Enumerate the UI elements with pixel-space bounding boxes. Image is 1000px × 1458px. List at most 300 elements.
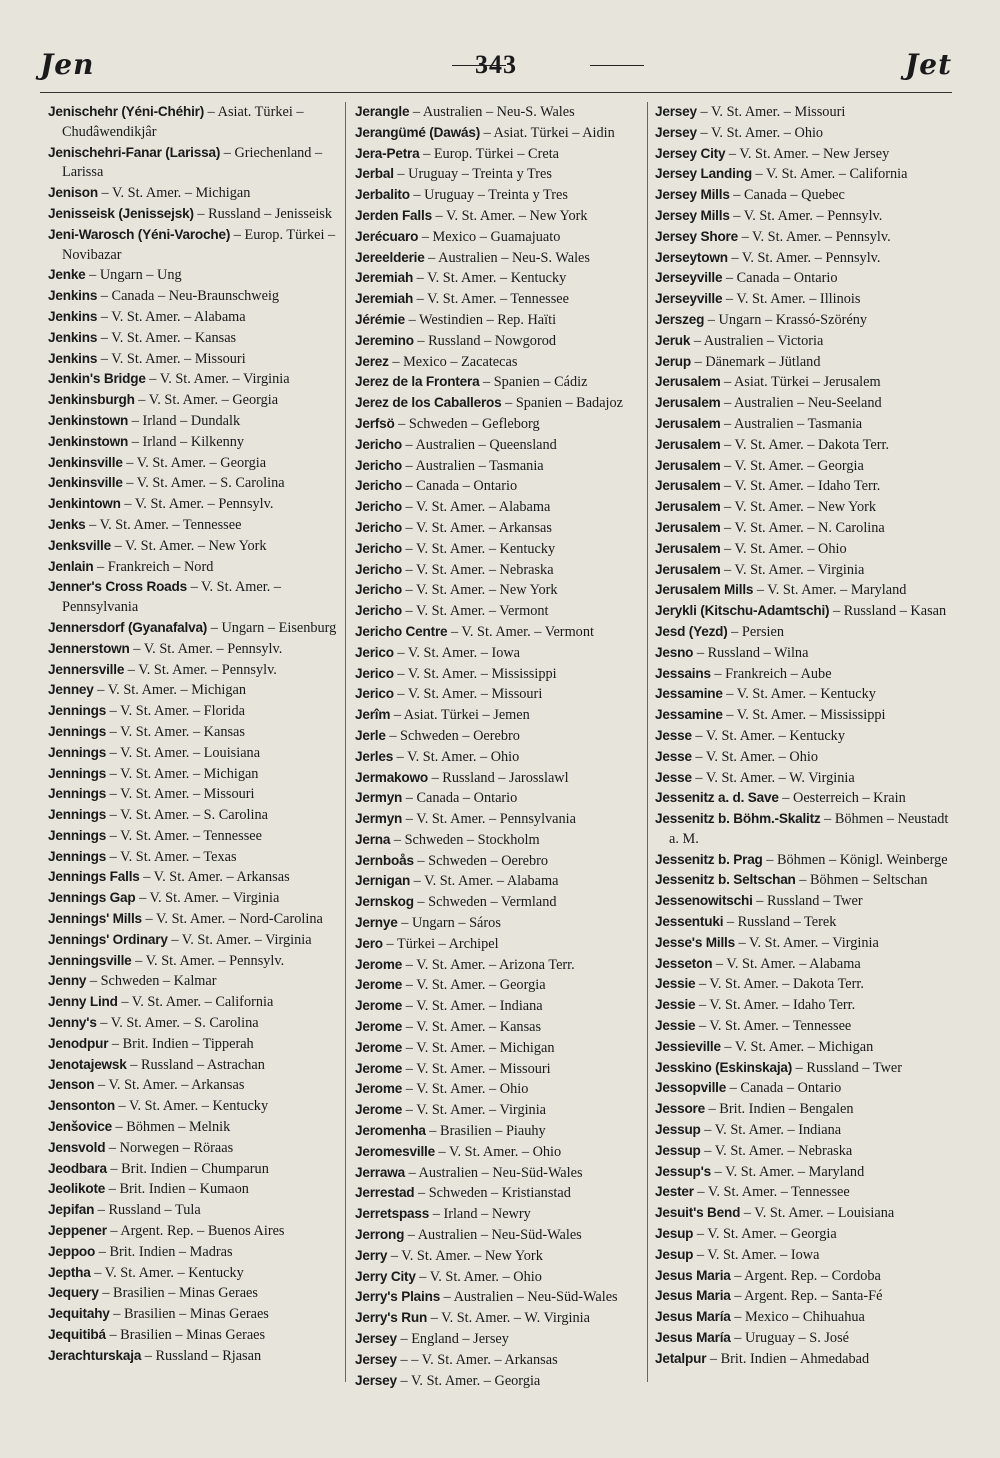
gazetteer-entry <box>355 955 651 976</box>
entry-location: – V. St. Amer. – Michigan <box>93 682 247 699</box>
entry-location: – Spanien – Badajoz <box>501 395 624 412</box>
entry-headword: Jesus Maria <box>655 1288 731 1304</box>
entry-headword: Jessenitz b. Böhm.-Skalitz <box>655 811 821 827</box>
entry-location: – V. St. Amer. – Missouri <box>402 1060 551 1077</box>
gazetteer-entry <box>655 664 951 685</box>
gazetteer-entry <box>48 805 344 826</box>
entry-headword: Jenlain <box>48 558 94 574</box>
entry-location: – V. St. Amer. – Missouri <box>393 686 543 703</box>
entry-headword: Jequitahy <box>48 1306 110 1322</box>
entry-headword: Jeni-Warosch (Yéni-Varoche) <box>48 226 231 242</box>
entry-headword: Jenks <box>48 516 86 532</box>
entry-headword: Jessieville <box>655 1038 721 1054</box>
gazetteer-entry <box>655 580 951 601</box>
gazetteer-entry <box>355 435 651 456</box>
gazetteer-entry <box>48 473 344 494</box>
entry-location: – V. St. Amer. – Missouri <box>97 350 246 367</box>
entry-headword: Jennings' Mills <box>48 911 142 927</box>
entry-headword: Jenner's Cross Roads <box>48 579 187 595</box>
entry-headword: Jenson <box>48 1077 95 1093</box>
entry-location: – Canada – Neu-Braunschweig <box>97 288 280 305</box>
entry-headword: Jesno <box>655 644 694 660</box>
gazetteer-entry <box>48 1159 344 1180</box>
entry-location: – Ungarn – Ung <box>85 267 182 284</box>
entry-headword: Jessup's <box>655 1163 712 1179</box>
entry-location: – Ungarn – Eisenburg <box>207 619 337 636</box>
entry-headword: Jernye <box>355 915 398 931</box>
entry-headword: Jericho <box>355 499 402 515</box>
entry-headword: Jerangle <box>355 104 410 119</box>
gazetteer-entry <box>355 560 651 581</box>
entry-headword: Jerfsö <box>355 415 395 431</box>
gazetteer-entry <box>48 909 344 930</box>
entry-headword: Jerez <box>355 353 389 369</box>
entry-location: – Mexico – Zacatecas <box>388 353 518 370</box>
entry-location: – V. St. Amer. – Arizona Terr. <box>402 956 575 973</box>
gazetteer-entry <box>355 1183 651 1204</box>
gazetteer-entry <box>48 557 344 578</box>
gazetteer-entry <box>48 1283 344 1304</box>
entry-headword: Jennersville <box>48 661 125 677</box>
entry-location: – Australien – Neu-Süd-Wales <box>404 1227 582 1244</box>
entry-headword: Jenny Lind <box>48 994 118 1010</box>
entry-headword: Jersey <box>655 124 697 140</box>
entry-location: – Australien – Queensland <box>401 436 557 453</box>
entry-location: – V. St. Amer. – Maryland <box>753 582 907 599</box>
entry-headword: Jenotajewsk <box>48 1056 127 1072</box>
entry-headword: Jenkinstown <box>48 412 129 428</box>
entry-headword: Jenodpur <box>48 1035 109 1051</box>
gazetteer-entry <box>355 1308 651 1329</box>
entry-headword: Jenkins <box>48 350 98 366</box>
gazetteer-entry <box>48 265 344 286</box>
gazetteer-entry <box>655 1266 951 1287</box>
entry-location: – Brit. Indien – Ahmedabad <box>706 1350 870 1367</box>
entry-headword: Jennings <box>48 765 107 781</box>
entry-headword: Jessentuki <box>655 914 724 930</box>
entry-headword: Jerbal <box>355 166 394 182</box>
entry-headword: Jenkinsville <box>48 454 123 470</box>
entry-location: – Australien – Tasmania <box>401 457 544 474</box>
entry-location: – Uruguay – Treinta y Tres <box>409 187 568 204</box>
gazetteer-entry <box>655 206 951 227</box>
gazetteer-entry <box>355 788 651 809</box>
entry-headword: Jennings Falls <box>48 869 140 885</box>
entry-location: – V. St. Amer. – Pennsylv. <box>120 496 274 513</box>
column-1 <box>48 102 344 1367</box>
entry-location: – Oesterreich – Krain <box>778 790 906 807</box>
entry-location: – V. St. Amer. – Pennsylv. <box>738 228 891 245</box>
entry-location: – Asiat. Türkei – Jemen <box>390 707 530 724</box>
entry-headword: Jennings <box>48 807 107 823</box>
gazetteer-entry <box>355 185 651 206</box>
entry-headword: Jesskino (Eskinskaja) <box>655 1059 793 1075</box>
gazetteer-entry <box>48 536 344 557</box>
gazetteer-entry <box>48 1200 344 1221</box>
entry-location: – V. St. Amer. – Iowa <box>393 644 521 661</box>
entry-headword: Jerico <box>355 665 394 681</box>
entry-headword: Jesd (Yezd) <box>655 623 728 639</box>
entry-headword: Jesseton <box>655 955 713 971</box>
gazetteer-entry <box>355 1225 651 1246</box>
entry-location: – Mexico – Guamajuato <box>418 228 561 245</box>
entry-headword: Jerico <box>355 686 394 702</box>
entry-headword: Jersey <box>355 1372 397 1388</box>
entry-location: – V. St. Amer. – Kentucky <box>413 270 567 287</box>
gazetteer-entry <box>48 1346 344 1367</box>
entry-headword: Jericho <box>355 540 402 556</box>
entry-location: – Böhmen – Seltschan <box>795 872 928 889</box>
entry-headword: Jernboås <box>355 852 414 868</box>
gazetteer-entry <box>655 518 951 539</box>
entry-location: – V. St. Amer. – Texas <box>106 848 237 865</box>
gazetteer-entry <box>355 684 651 705</box>
gazetteer-entry <box>655 912 951 933</box>
entry-location: – Australien – Tasmania <box>720 415 863 432</box>
entry-location: – Brit. Indien – Kumaon <box>105 1181 249 1198</box>
entry-headword: Jericho <box>355 561 402 577</box>
entry-headword: Jennersdorf (Gyanafalva) <box>48 619 208 635</box>
gazetteer-entry <box>655 497 951 518</box>
entry-headword: Jenkins <box>48 329 98 345</box>
entry-headword: Jérémie <box>355 311 405 327</box>
gazetteer-entry <box>355 768 651 789</box>
entry-headword: Jereelderie <box>355 249 425 265</box>
entry-headword: Jersey City <box>655 145 726 161</box>
gazetteer-entry <box>355 1017 651 1038</box>
entry-headword: Jero <box>355 935 383 951</box>
gazetteer-entry <box>655 1182 951 1203</box>
entry-location: – Brit. Indien – Bengalen <box>705 1101 854 1118</box>
gazetteer-entry <box>655 768 951 789</box>
entry-headword: Jerome <box>355 1102 403 1118</box>
entry-location: – V. St. Amer. – S. Carolina <box>96 1015 259 1032</box>
gazetteer-entry <box>355 1329 651 1350</box>
entry-headword: Jessenowitschi <box>655 893 753 909</box>
entry-headword: Jermakowo <box>355 769 428 785</box>
entry-location: – V. St. Amer. – Michigan <box>402 1039 555 1056</box>
entry-location: – Canada – Quebec <box>729 187 845 204</box>
gazetteer-entry <box>48 411 344 432</box>
entry-location: – V. St. Amer. – Vermont <box>401 603 549 620</box>
entry-location: – V. St. Amer. – Ohio <box>720 540 847 557</box>
entry-headword: Jeremino <box>355 332 414 348</box>
entry-headword: Jericho <box>355 519 402 535</box>
entry-headword: Jerles <box>355 748 394 764</box>
entry-location: – Russland – Astrachan <box>126 1056 265 1073</box>
gazetteer-entry <box>355 1163 651 1184</box>
gazetteer-entry <box>355 144 651 165</box>
entry-headword: Jerusalem <box>655 561 721 577</box>
entry-location: – Schweden – Kalmar <box>86 973 217 990</box>
gazetteer-entry <box>655 850 951 871</box>
header-rule <box>40 92 952 93</box>
entry-location: – V. St. Amer. – Arkansas <box>139 869 290 886</box>
entry-headword: Jerseyville <box>655 291 723 307</box>
entry-location: – Canada – Ontario <box>722 270 838 287</box>
gazetteer-entry <box>355 1059 651 1080</box>
entry-location: – Schweden – Gefleborg <box>394 415 540 432</box>
entry-location: – V. St. Amer. – W. Virginia <box>691 769 855 786</box>
gazetteer-entry <box>355 622 651 643</box>
gazetteer-entry <box>355 913 651 934</box>
gazetteer-entry <box>655 164 951 185</box>
gazetteer-entry <box>355 664 651 685</box>
entry-location: – V. St. Amer. – Ohio <box>402 1081 529 1098</box>
entry-headword: Jepifan <box>48 1202 95 1218</box>
gazetteer-entry <box>355 934 651 955</box>
entry-location: – V. St. Amer. – Kansas <box>106 723 245 740</box>
entry-location: – Dänemark – Jütland <box>691 353 821 370</box>
gazetteer-entry <box>355 1204 651 1225</box>
gazetteer-entry <box>655 643 951 664</box>
gazetteer-entry <box>48 369 344 390</box>
gazetteer-entry <box>355 164 651 185</box>
entry-location: – V. St. Amer. – New York <box>401 582 558 599</box>
gazetteer-entry <box>355 518 651 539</box>
gazetteer-entry <box>48 784 344 805</box>
entry-location: – V. St. Amer. – New Jersey <box>725 145 890 162</box>
entry-location: – V. St. Amer. – New York <box>387 1247 543 1264</box>
gazetteer-entry <box>355 227 651 248</box>
gazetteer-entry <box>48 701 344 722</box>
gazetteer-entry <box>655 809 951 850</box>
gazetteer-entry <box>355 726 651 747</box>
entry-headword: Jeppoo <box>48 1243 96 1259</box>
gazetteer-entry <box>355 580 651 601</box>
gazetteer-entry <box>48 1263 344 1284</box>
entry-headword: Jenkinstown <box>48 433 129 449</box>
gazetteer-entry <box>48 639 344 660</box>
gazetteer-entry <box>355 248 651 269</box>
entry-location: – Brit. Indien – Madras <box>95 1243 233 1260</box>
gazetteer-entry <box>48 307 344 328</box>
gazetteer-entry <box>655 1058 951 1079</box>
entry-headword: Jesus María <box>655 1330 731 1346</box>
entry-location: – Australien – Neu-Süd-Wales <box>440 1289 618 1306</box>
entry-location: – V. St. Amer. – Kansas <box>402 1019 542 1036</box>
entry-location: – V. St. Amer. – Nord-Carolina <box>141 911 323 928</box>
gazetteer-entry <box>355 1371 651 1392</box>
entry-headword: Jensvold <box>48 1139 106 1155</box>
entry-location: – V. St. Amer. – Ohio <box>696 124 824 141</box>
entry-headword: Jenšovice <box>48 1119 112 1135</box>
entry-location: – V. St. Amer. – Pennsylvania <box>62 579 282 616</box>
entry-location: – Uruguay – S. José <box>730 1330 849 1347</box>
entry-headword: Jersey Landing <box>655 166 752 182</box>
entry-location: – V. St. Amer. – Kentucky <box>114 1098 269 1115</box>
entry-location: – V. St. Amer. – Kentucky <box>401 540 556 557</box>
entry-location: – V. St. Amer. – Kentucky <box>722 686 876 703</box>
gazetteer-entry <box>48 1075 344 1096</box>
entry-headword: Jerusalem <box>655 436 721 452</box>
entry-location: – V. St. Amer. – Arkansas <box>401 519 552 536</box>
entry-location: – Canada – Ontario <box>401 478 518 495</box>
entry-location: – V. St. Amer. – Nebraska <box>401 561 554 578</box>
entry-location: – V. St. Amer. – Dakota Terr. <box>720 436 890 453</box>
entry-location: – V. St. Amer. – Ohio <box>415 1268 542 1285</box>
entry-location: – Norwegen – Röraas <box>105 1139 234 1156</box>
gazetteer-entry <box>48 1034 344 1055</box>
entry-location: – Brasilien – Minas Geraes <box>105 1327 266 1344</box>
gazetteer-entry <box>355 1100 651 1121</box>
entry-location: – Böhmen – Königl. Weinberge <box>762 851 948 868</box>
gazetteer-entry <box>655 414 951 435</box>
entry-headword: Jesus María <box>655 1309 731 1325</box>
entry-location: – V. St. Amer. – Michigan <box>106 765 259 782</box>
gazetteer-entry <box>655 1141 951 1162</box>
gazetteer-entry <box>655 248 951 269</box>
gazetteer-entry <box>655 560 951 581</box>
gazetteer-entry <box>355 476 651 497</box>
gazetteer-entry <box>355 747 651 768</box>
gazetteer-entry <box>355 851 651 872</box>
gazetteer-entry <box>355 975 651 996</box>
entry-location: – V. St. Amer. – Georgia <box>122 454 267 471</box>
entry-location: – V. St. Amer. – Ohio <box>691 748 818 765</box>
entry-location: – Schweden – Oerebro <box>413 852 549 869</box>
entry-headword: Jericho <box>355 436 402 452</box>
entry-headword: Jennings <box>48 723 107 739</box>
gazetteer-entry <box>355 1267 651 1288</box>
gazetteer-entry <box>655 726 951 747</box>
entry-location: – V. St. Amer. – Dakota Terr. <box>695 976 864 993</box>
entry-headword: Jessie <box>655 1018 696 1034</box>
gazetteer-entry <box>655 1078 951 1099</box>
entry-headword: Jessore <box>655 1101 705 1117</box>
entry-headword: Jenkinsburgh <box>48 392 135 408</box>
entry-location: – V. St. Amer. – W. Virginia <box>427 1310 590 1327</box>
entry-headword: Jenny's <box>48 1015 97 1031</box>
gazetteer-entry <box>355 372 651 393</box>
gazetteer-entry <box>655 539 951 560</box>
entry-location: – Europ. Türkei – Novibazar <box>62 226 336 263</box>
entry-headword: Jermyn <box>355 811 403 827</box>
entry-location: – V. St. Amer. – Georgia <box>396 1372 541 1389</box>
entry-headword: Jeolikote <box>48 1181 106 1197</box>
entry-headword: Jennings <box>48 786 107 802</box>
entry-headword: Jessenitz a. d. Save <box>655 790 779 806</box>
gazetteer-entry <box>355 414 651 435</box>
entry-location: – Irland – Dundalk <box>128 412 241 429</box>
entry-headword: Jera-Petra <box>355 145 420 161</box>
entry-location: – V. St. Amer. – Alabama <box>712 955 861 972</box>
gazetteer-entry <box>655 310 951 331</box>
gazetteer-entry <box>655 1224 951 1245</box>
entry-headword: Jenney <box>48 682 94 698</box>
gazetteer-entry <box>48 743 344 764</box>
gazetteer-entry <box>355 123 651 144</box>
gazetteer-entry <box>355 268 651 289</box>
entry-location: – Russland – Twer <box>792 1059 903 1076</box>
entry-headword: Jerécuaro <box>355 228 419 244</box>
entry-location: – Australien – Neu-S. Wales <box>409 104 575 120</box>
gazetteer-entry <box>655 123 951 144</box>
entry-headword: Jensonton <box>48 1098 115 1114</box>
entry-headword: Jericho <box>355 478 402 494</box>
gazetteer-entry <box>48 1242 344 1263</box>
entry-location: – V. St. Amer. – Georgia <box>720 457 864 474</box>
entry-headword: Jerretspass <box>355 1206 430 1222</box>
gazetteer-entry <box>48 847 344 868</box>
entry-location: – V. St. Amer. – Georgia <box>693 1226 837 1243</box>
entry-headword: Jerseyville <box>655 270 723 286</box>
entry-location: – V. St. Amer. – Indiana <box>700 1122 842 1139</box>
entry-location: – Persien <box>727 623 784 640</box>
entry-location: – Russland – Kasan <box>829 603 947 620</box>
entry-location: – V. St. Amer. – Mississippi <box>393 665 557 682</box>
entry-location: – Westindien – Rep. Haïti <box>405 311 557 328</box>
entry-headword: Jessenitz b. Seltschan <box>655 872 796 888</box>
entry-location: – – V. St. Amer. – Arkansas <box>396 1351 558 1368</box>
entry-location: – V. St. Amer. – Tennessee <box>695 1018 852 1035</box>
gazetteer-entry <box>655 227 951 248</box>
entry-location: – V. St. Amer. – Pennsylv. <box>727 249 881 266</box>
gazetteer-entry <box>355 456 651 477</box>
entry-location: – Irland – Kilkenny <box>128 433 245 450</box>
entry-headword: Jerome <box>355 1060 403 1076</box>
entry-headword: Jerrong <box>355 1227 405 1243</box>
entry-headword: Jersey Shore <box>655 228 738 244</box>
entry-headword: Jerangümé (Dawás) <box>355 124 481 140</box>
gazetteer-entry <box>355 705 651 726</box>
entry-headword: Jerusalem <box>655 478 721 494</box>
entry-headword: Jessopville <box>655 1080 727 1096</box>
entry-headword: Jenison <box>48 185 98 201</box>
entry-location: – Mexico – Chihuahua <box>730 1309 865 1326</box>
gazetteer-entry <box>655 435 951 456</box>
gazetteer-entry <box>48 328 344 349</box>
entry-headword: Jersey <box>655 104 697 119</box>
gazetteer-entry <box>48 1055 344 1076</box>
gazetteer-entry <box>48 1096 344 1117</box>
entry-location: – Argent. Rep. – Buenos Aires <box>106 1223 285 1240</box>
entry-headword: Jeromesville <box>355 1143 435 1159</box>
page-number: 343 <box>475 50 517 79</box>
gazetteer-entry <box>655 933 951 954</box>
gazetteer-entry <box>48 826 344 847</box>
entry-location: – V. St. Amer. – Alabama <box>97 308 246 325</box>
entry-headword: Jennings <box>48 827 107 843</box>
entry-location: – V. St. Amer. – Kentucky <box>691 727 845 744</box>
entry-headword: Jericho <box>355 457 402 473</box>
gazetteer-entry <box>355 871 651 892</box>
entry-headword: Jeodbara <box>48 1160 107 1176</box>
entry-location: – V. St. Amer. – Arkansas <box>94 1077 245 1094</box>
gazetteer-entry <box>48 577 344 618</box>
entry-headword: Jennings <box>48 744 107 760</box>
gazetteer-entry <box>355 1038 651 1059</box>
entry-headword: Jennings Gap <box>48 890 136 906</box>
gazetteer-entry <box>48 660 344 681</box>
entry-headword: Jerusalem <box>655 415 721 431</box>
gazetteer-entry <box>355 643 651 664</box>
entry-headword: Jeptha <box>48 1264 91 1280</box>
entry-headword: Jessup <box>655 1142 701 1158</box>
gazetteer-entry <box>655 601 951 622</box>
gazetteer-entry <box>48 286 344 307</box>
gazetteer-entry <box>48 1179 344 1200</box>
column-2 <box>355 102 651 1391</box>
entry-location: – Russland – Jenisseisk <box>193 205 333 222</box>
gazetteer-entry <box>655 747 951 768</box>
gazetteer-entry <box>355 809 651 830</box>
gazetteer-entry <box>355 393 651 414</box>
entry-location: – Australien – Neu-S. Wales <box>424 249 590 266</box>
gazetteer-entry <box>655 1286 951 1307</box>
entry-location: – Canada – Ontario <box>402 790 518 807</box>
entry-headword: Jerome <box>355 998 403 1014</box>
